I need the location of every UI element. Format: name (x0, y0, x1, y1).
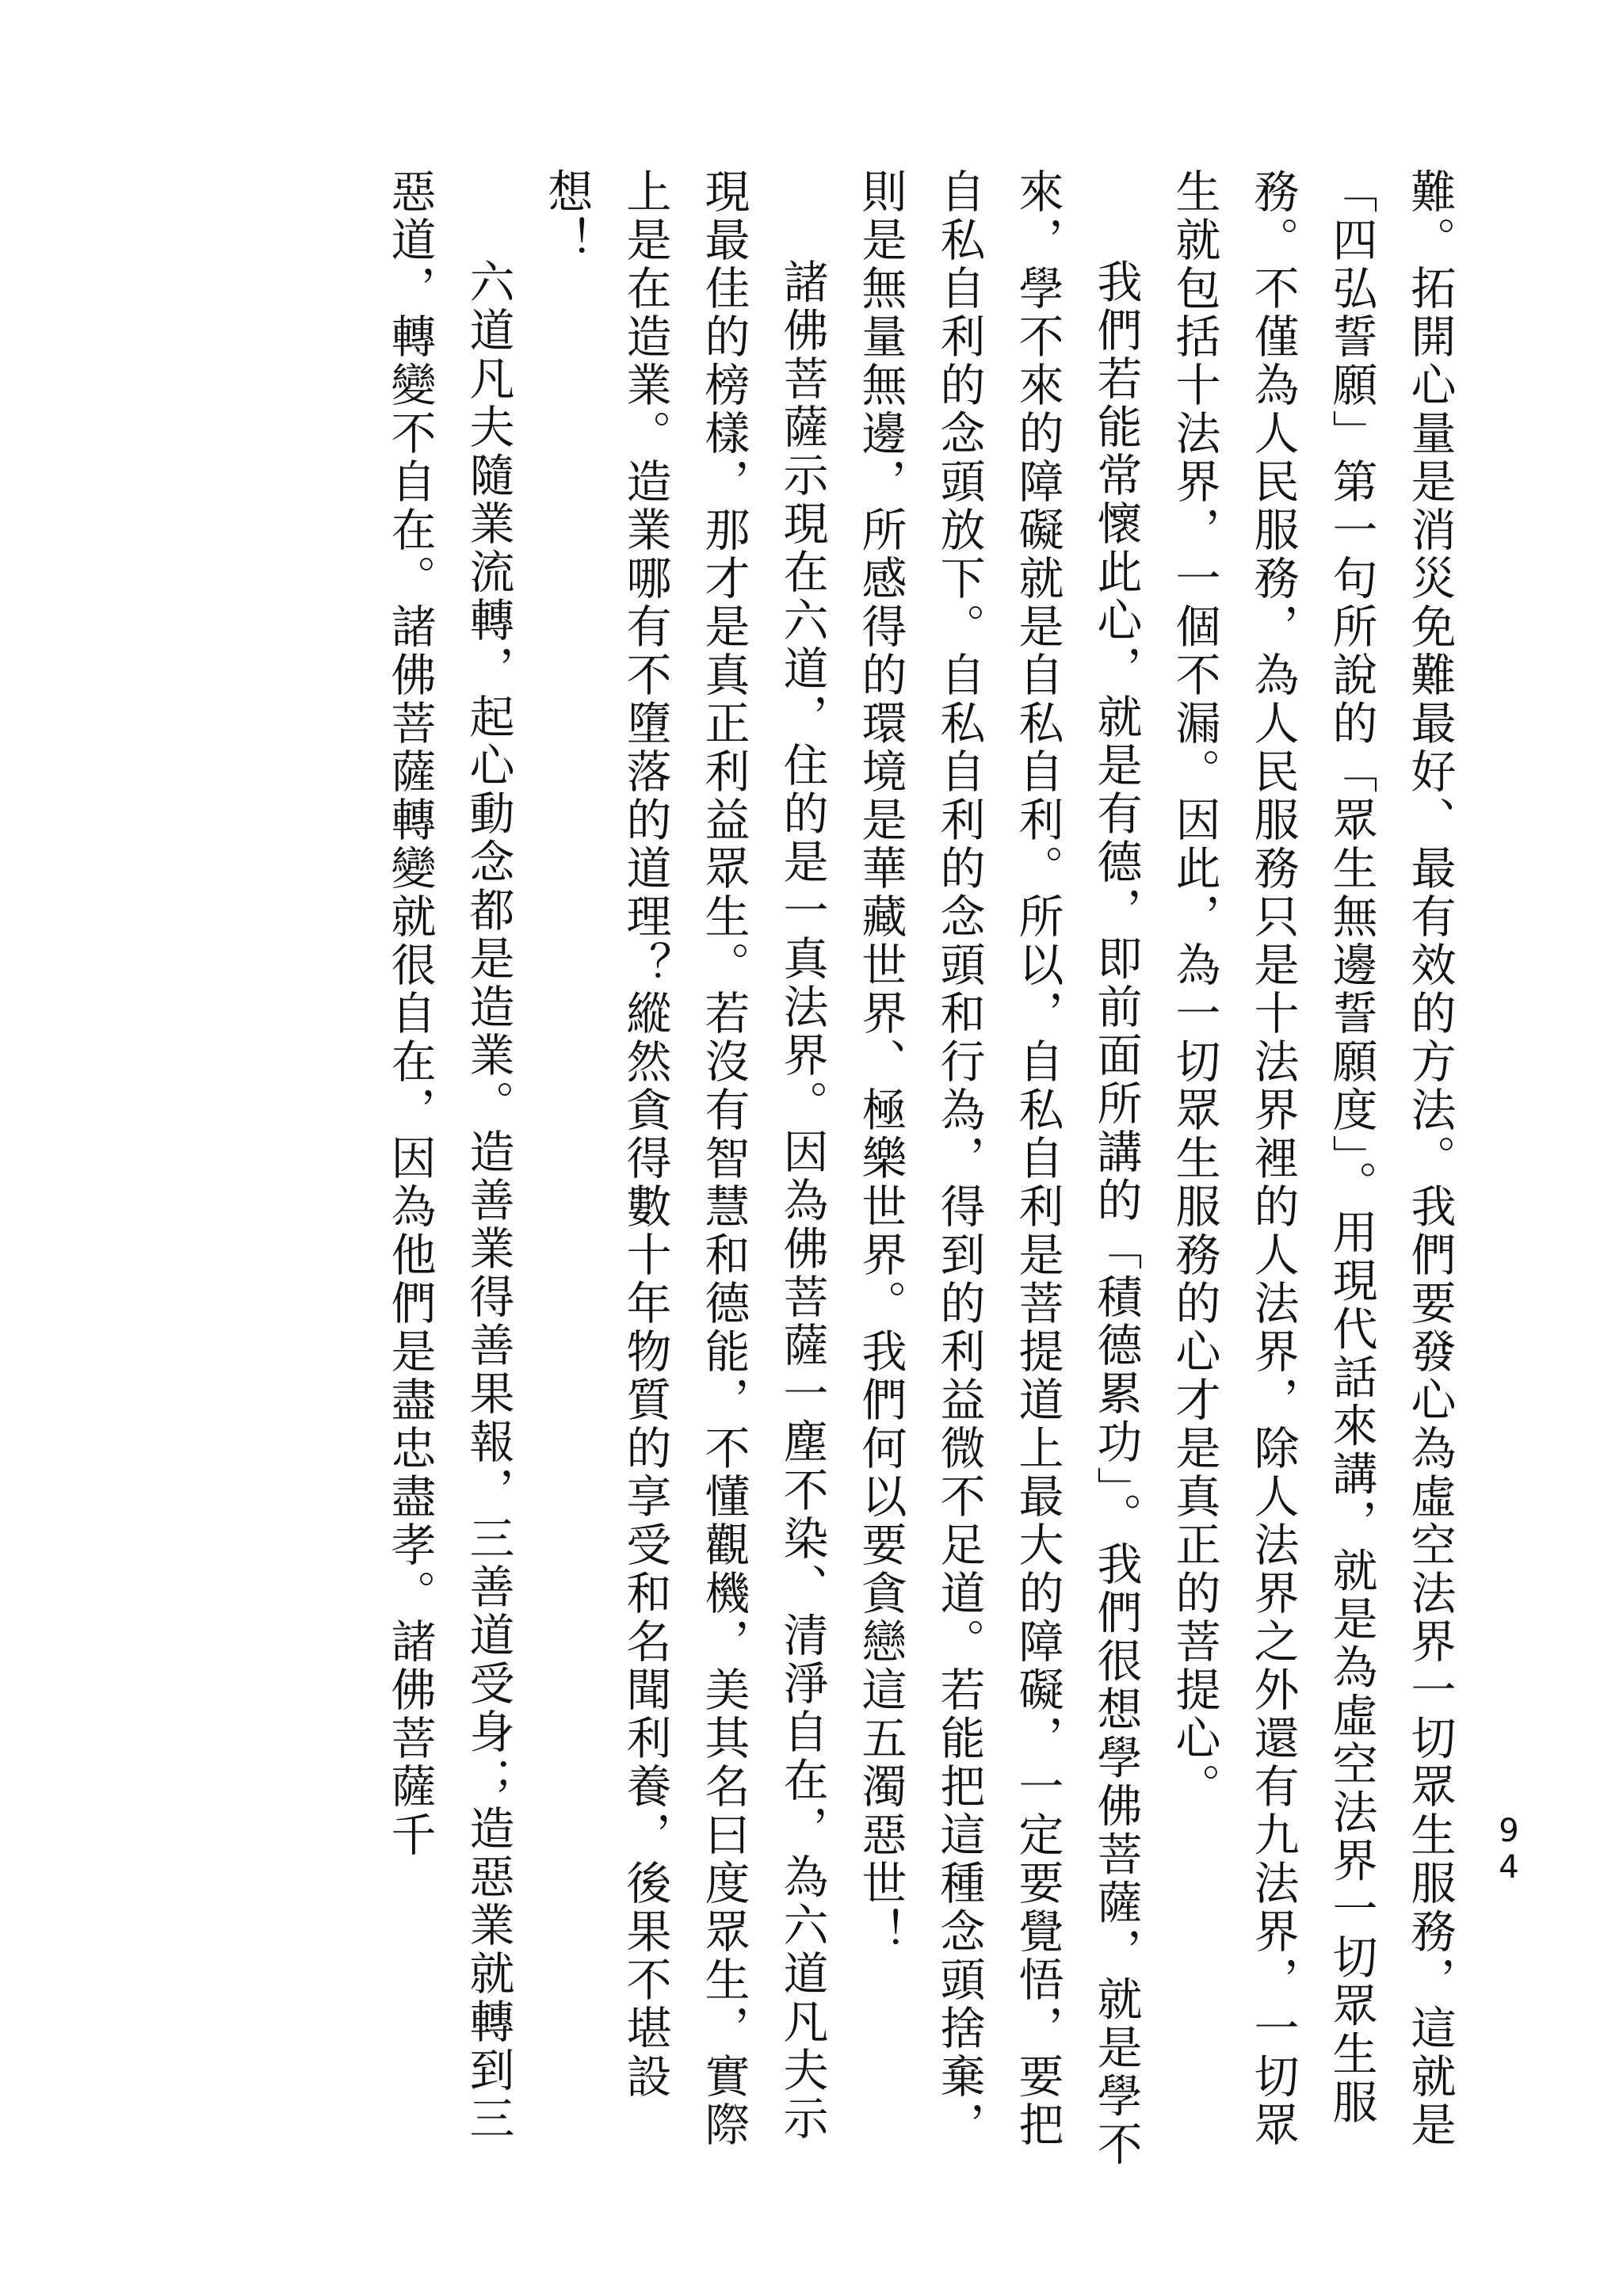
paragraph-1: 難。拓開心量是消災免難最好、最有效的方法。我們要發心為虛空法界一切眾生服務，這就是「四弘誓願」第一句所說的「眾生無邊誓願度」。用現代話來講，就是為虛空法界一切眾生服務。不僅為人民服務，為人民服務只是十法界裡的人法界，除人法界之外還有九法界，一切眾生就包括十法界，一個不漏。因此，為一切眾生服務的心才是真正的菩提心。 (1168, 168, 1456, 2149)
vertical-text-body (137, 168, 1468, 2172)
page-number: 94 (1491, 1813, 1527, 1886)
paragraph-3: 諸佛菩薩示現在六道，住的是一真法界。因為佛菩薩一塵不染、清淨自在，為六道凡夫示現最佳的榜樣，那才是真正利益眾生。若沒有智慧和德能，不懂觀機，美其名曰度眾生，實際上是在造業。造業哪有不墮落的道理？縱然貪得數十年物質的享受和名聞利養，後果不堪設想！ (540, 168, 828, 2149)
paragraph-2: 我們若能常懷此心，就是有德，即前面所講的「積德累功」。我們很想學佛菩薩，就是學不來，學不來的障礙就是自私自利。所以，自私自利是菩提道上最大的障礙，一定要覺悟，要把自私自利的念頭放下。自私自利的念頭和行為，得到的利益微不足道。若能把這種念頭捨棄，則是無量無邊，所感得的環境是華藏世界、極樂世界。我們何以要貪戀這五濁惡世！ (854, 168, 1142, 2169)
paragraph-4: 六道凡夫隨業流轉，起心動念都是造業。造善業得善果報，三善道受身；造惡業就轉到三惡道，轉變不自在。諸佛菩薩轉變就很自在，因為他們是盡忠盡孝。諸佛菩薩千 (384, 168, 514, 2143)
